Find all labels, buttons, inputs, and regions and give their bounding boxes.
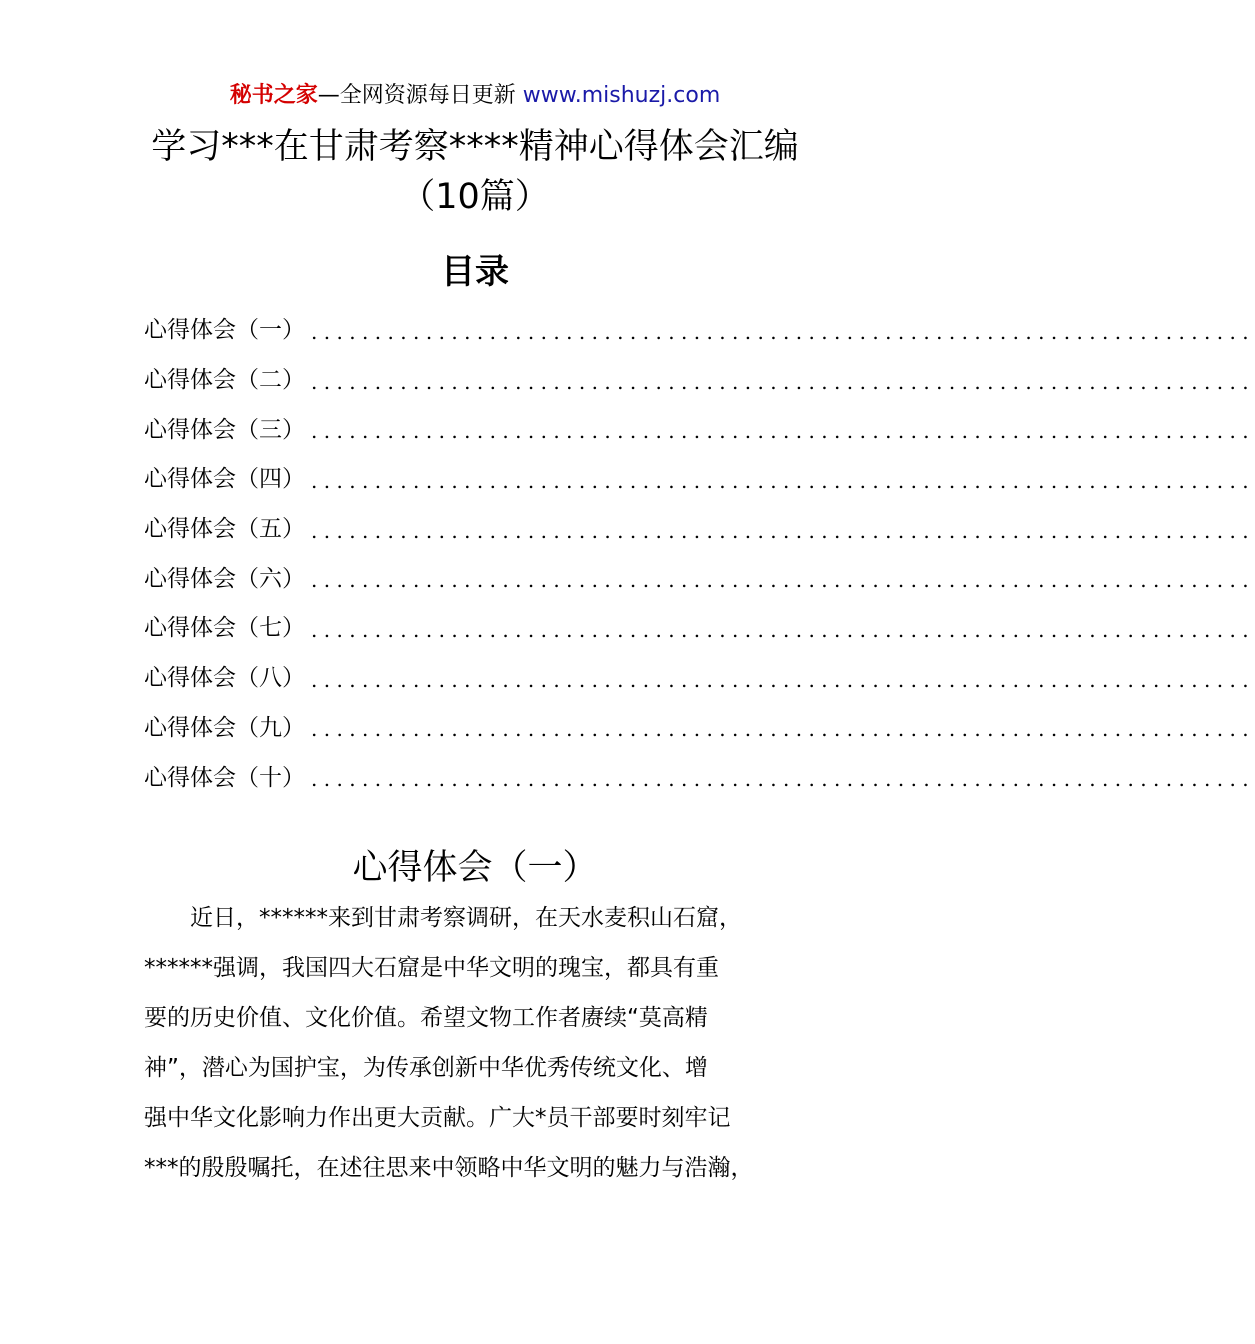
toc-entry-7[interactable]: [144, 601, 1255, 651]
section-title: 心得体会（一）: [352, 848, 598, 888]
toc-entry-label: 心得体会（二）: [144, 367, 305, 394]
toc-entry-10[interactable]: [144, 750, 1255, 800]
toc-entry-label: 心得体会（三）: [144, 416, 305, 443]
body-line: 近日，******来到甘肃考察调研，在天水麦积山石窟，: [190, 905, 742, 931]
toc-dot-leader: ..........................................................................: [311, 617, 1255, 642]
toc-entry-label: 心得体会（一）: [144, 317, 305, 344]
toc-dot-leader: ..........................................................................: [311, 717, 1255, 742]
toc-entry-label: 心得体会（八）: [144, 665, 305, 692]
toc-dot-leader: ..........................................................................: [311, 518, 1255, 543]
toc-entry-label: 心得体会（十）: [144, 764, 305, 791]
body-line: ******强调，我国四大石窟是中华文明的瑰宝，都具有重: [144, 955, 719, 981]
toc-heading: 目录: [441, 252, 509, 292]
toc-dot-leader: ..........................................................................: [311, 319, 1255, 344]
toc-entry-label: 心得体会（四）: [144, 466, 305, 493]
toc-entry-4[interactable]: [144, 452, 1255, 502]
table-of-contents: [144, 303, 1255, 800]
toc-entry-5[interactable]: [144, 502, 1255, 552]
body-line: ***的殷殷嘱托，在述往思来中领略中华文明的魅力与浩瀚，: [144, 1155, 754, 1181]
document-title: 学习***在甘肃考察****精神心得体会汇编: [151, 127, 799, 167]
toc-entry-label: 心得体会（五）: [144, 516, 305, 543]
toc-entry-6[interactable]: [144, 551, 1255, 601]
toc-dot-leader: ..........................................................................: [311, 667, 1255, 692]
toc-entry-1[interactable]: [144, 303, 1255, 353]
toc-entry-2[interactable]: [144, 353, 1255, 403]
brand-name: 秘书之家: [229, 83, 318, 108]
body-line: 神”，潜心为国护宝，为传承创新中华优秀传统文化、增: [144, 1055, 708, 1081]
toc-dot-leader: ..........................................................................: [311, 767, 1255, 792]
toc-dot-leader: ..........................................................................: [311, 369, 1255, 394]
toc-entry-label: 心得体会（九）: [144, 714, 305, 741]
toc-entry-8[interactable]: [144, 651, 1255, 701]
body-line: 要的历史价值、文化价值。希望文物工作者赓续“莫高精: [144, 1005, 708, 1031]
toc-dot-leader: ..........................................................................: [311, 568, 1255, 593]
site-header: [0, 80, 950, 112]
document-count: （10篇）: [400, 177, 550, 217]
section-body: [144, 893, 824, 1193]
toc-entry-9[interactable]: [144, 701, 1255, 751]
toc-dot-leader: ..........................................................................: [311, 468, 1255, 493]
site-url-link[interactable]: www.mishuzj.com: [522, 83, 721, 108]
toc-entry-label: 心得体会（七）: [144, 615, 305, 642]
body-line: 强中华文化影响力作出更大贡献。广大*员干部要时刻牢记: [144, 1105, 731, 1131]
toc-entry-label: 心得体会（六）: [144, 565, 305, 592]
header-tagline: —全网资源每日更新: [317, 83, 516, 108]
toc-dot-leader: ..........................................................................: [311, 419, 1255, 444]
toc-entry-3[interactable]: [144, 402, 1255, 452]
